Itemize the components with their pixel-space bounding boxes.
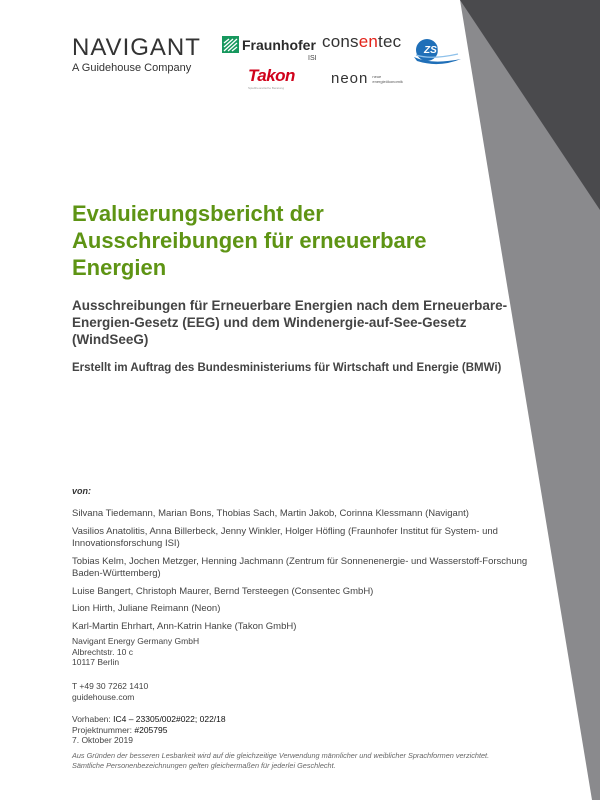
consentec-logo: [322, 32, 401, 52]
zsw-logo: [411, 35, 463, 67]
zsw-logo-text: ZSW: [424, 45, 447, 56]
navigant-logo: [72, 36, 201, 74]
consentec-logo-highlight: en: [358, 32, 379, 51]
vorhaben-value: IC4 – 23305/002#022; 022/18: [113, 714, 226, 724]
contact-web: guidehouse.com: [72, 691, 135, 702]
projektnummer-label: Projektnummer:: [72, 724, 135, 735]
neon-logo-sub-line1: neue: [372, 73, 382, 79]
company-contact: [72, 681, 148, 702]
author-group: Tobias Kelm, Jochen Metzger, Henning Jachmann (Zentrum für Sonnenenergie- und Wasserstoff-Forschung Baden-Württemberg): [72, 555, 528, 579]
author-list: [72, 508, 542, 638]
vorhaben-label: Vorhaben:: [72, 714, 114, 724]
fraunhofer-logo-isi: ISI: [308, 55, 317, 62]
neon-logo: [331, 70, 403, 87]
project-date: 7. Oktober 2019: [72, 735, 133, 745]
neon-logo-sub: [372, 74, 402, 84]
projektnummer-value: #205795: [134, 724, 168, 735]
authors-label: von:: [72, 486, 91, 496]
consentec-logo-suffix: tec: [378, 32, 402, 51]
author-group: Luise Bangert, Christoph Maurer, Bernd Tersteegen (Consentec GmbH): [72, 585, 374, 597]
navigant-logo-wordmark: NAVIGANT: [72, 34, 201, 61]
author-group: Silvana Tiedemann, Marian Bons, Thobias Sach, Martin Jakob, Corinna Klessmann (Navigant): [72, 508, 469, 519]
commission-note: Erstellt im Auftrag des Bundesministeriums für Wirtschaft und Energie (BMWi): [72, 362, 502, 374]
report-title: Evaluierungsbericht der Ausschreibungen für erneuerbare Energien: [72, 201, 427, 280]
project-vorhaben: [72, 714, 226, 725]
fraunhofer-logo: [222, 36, 317, 62]
author-group: Vasilios Anatolitis, Anna Billerbeck, Jenny Winkler, Holger Höfling (Fraunhofer Institut für System- und Innovationsforschung ISI): [72, 525, 498, 549]
takon-logo-name: Takon: [248, 66, 295, 85]
project-number: [72, 725, 226, 736]
company-address: [72, 636, 199, 668]
address-city: 10117 Berlin: [72, 657, 120, 667]
neon-logo-name: neon: [331, 70, 369, 87]
neon-logo-sub-line2: energieökonomik: [372, 78, 403, 84]
takon-logo: [248, 66, 295, 90]
gender-disclaimer: Aus Gründen der besseren Lesbarkeit wird auf die gleichzeitige Verwendung männlicher und weiblicher Sprachformen verzichtet. Sämtliche Personenbezeichnungen gelten gleichermaßen für jederlei Geschlecht.: [72, 751, 490, 770]
contact-phone: T +49 30 7262 1410: [72, 681, 149, 691]
fraunhofer-mark-icon: [222, 36, 239, 53]
project-info: [72, 714, 226, 746]
corner-decoration: [460, 0, 600, 800]
author-group: Karl-Martin Ehrhart, Ann-Katrin Hanke (Takon GmbH): [72, 620, 297, 632]
author-group: Lion Hirth, Juliane Reimann (Neon): [72, 603, 221, 614]
address-company: Navigant Energy Germany GmbH: [72, 636, 200, 646]
fraunhofer-logo-name: Fraunhofer: [242, 36, 316, 53]
navigant-logo-tagline: A Guidehouse Company: [72, 62, 192, 74]
report-subtitle: Ausschreibungen für Erneuerbare Energien nach dem Erneuerbare-Energien-Gesetz (EEG) und dem Windenergie-auf-See-Gesetz (WindSeeG): [72, 298, 508, 347]
address-street: Albrechtstr. 10 c: [72, 646, 133, 657]
takon-logo-sub: Spieltheoretische Beratung: [248, 86, 285, 90]
consentec-logo-prefix: cons: [322, 32, 359, 51]
